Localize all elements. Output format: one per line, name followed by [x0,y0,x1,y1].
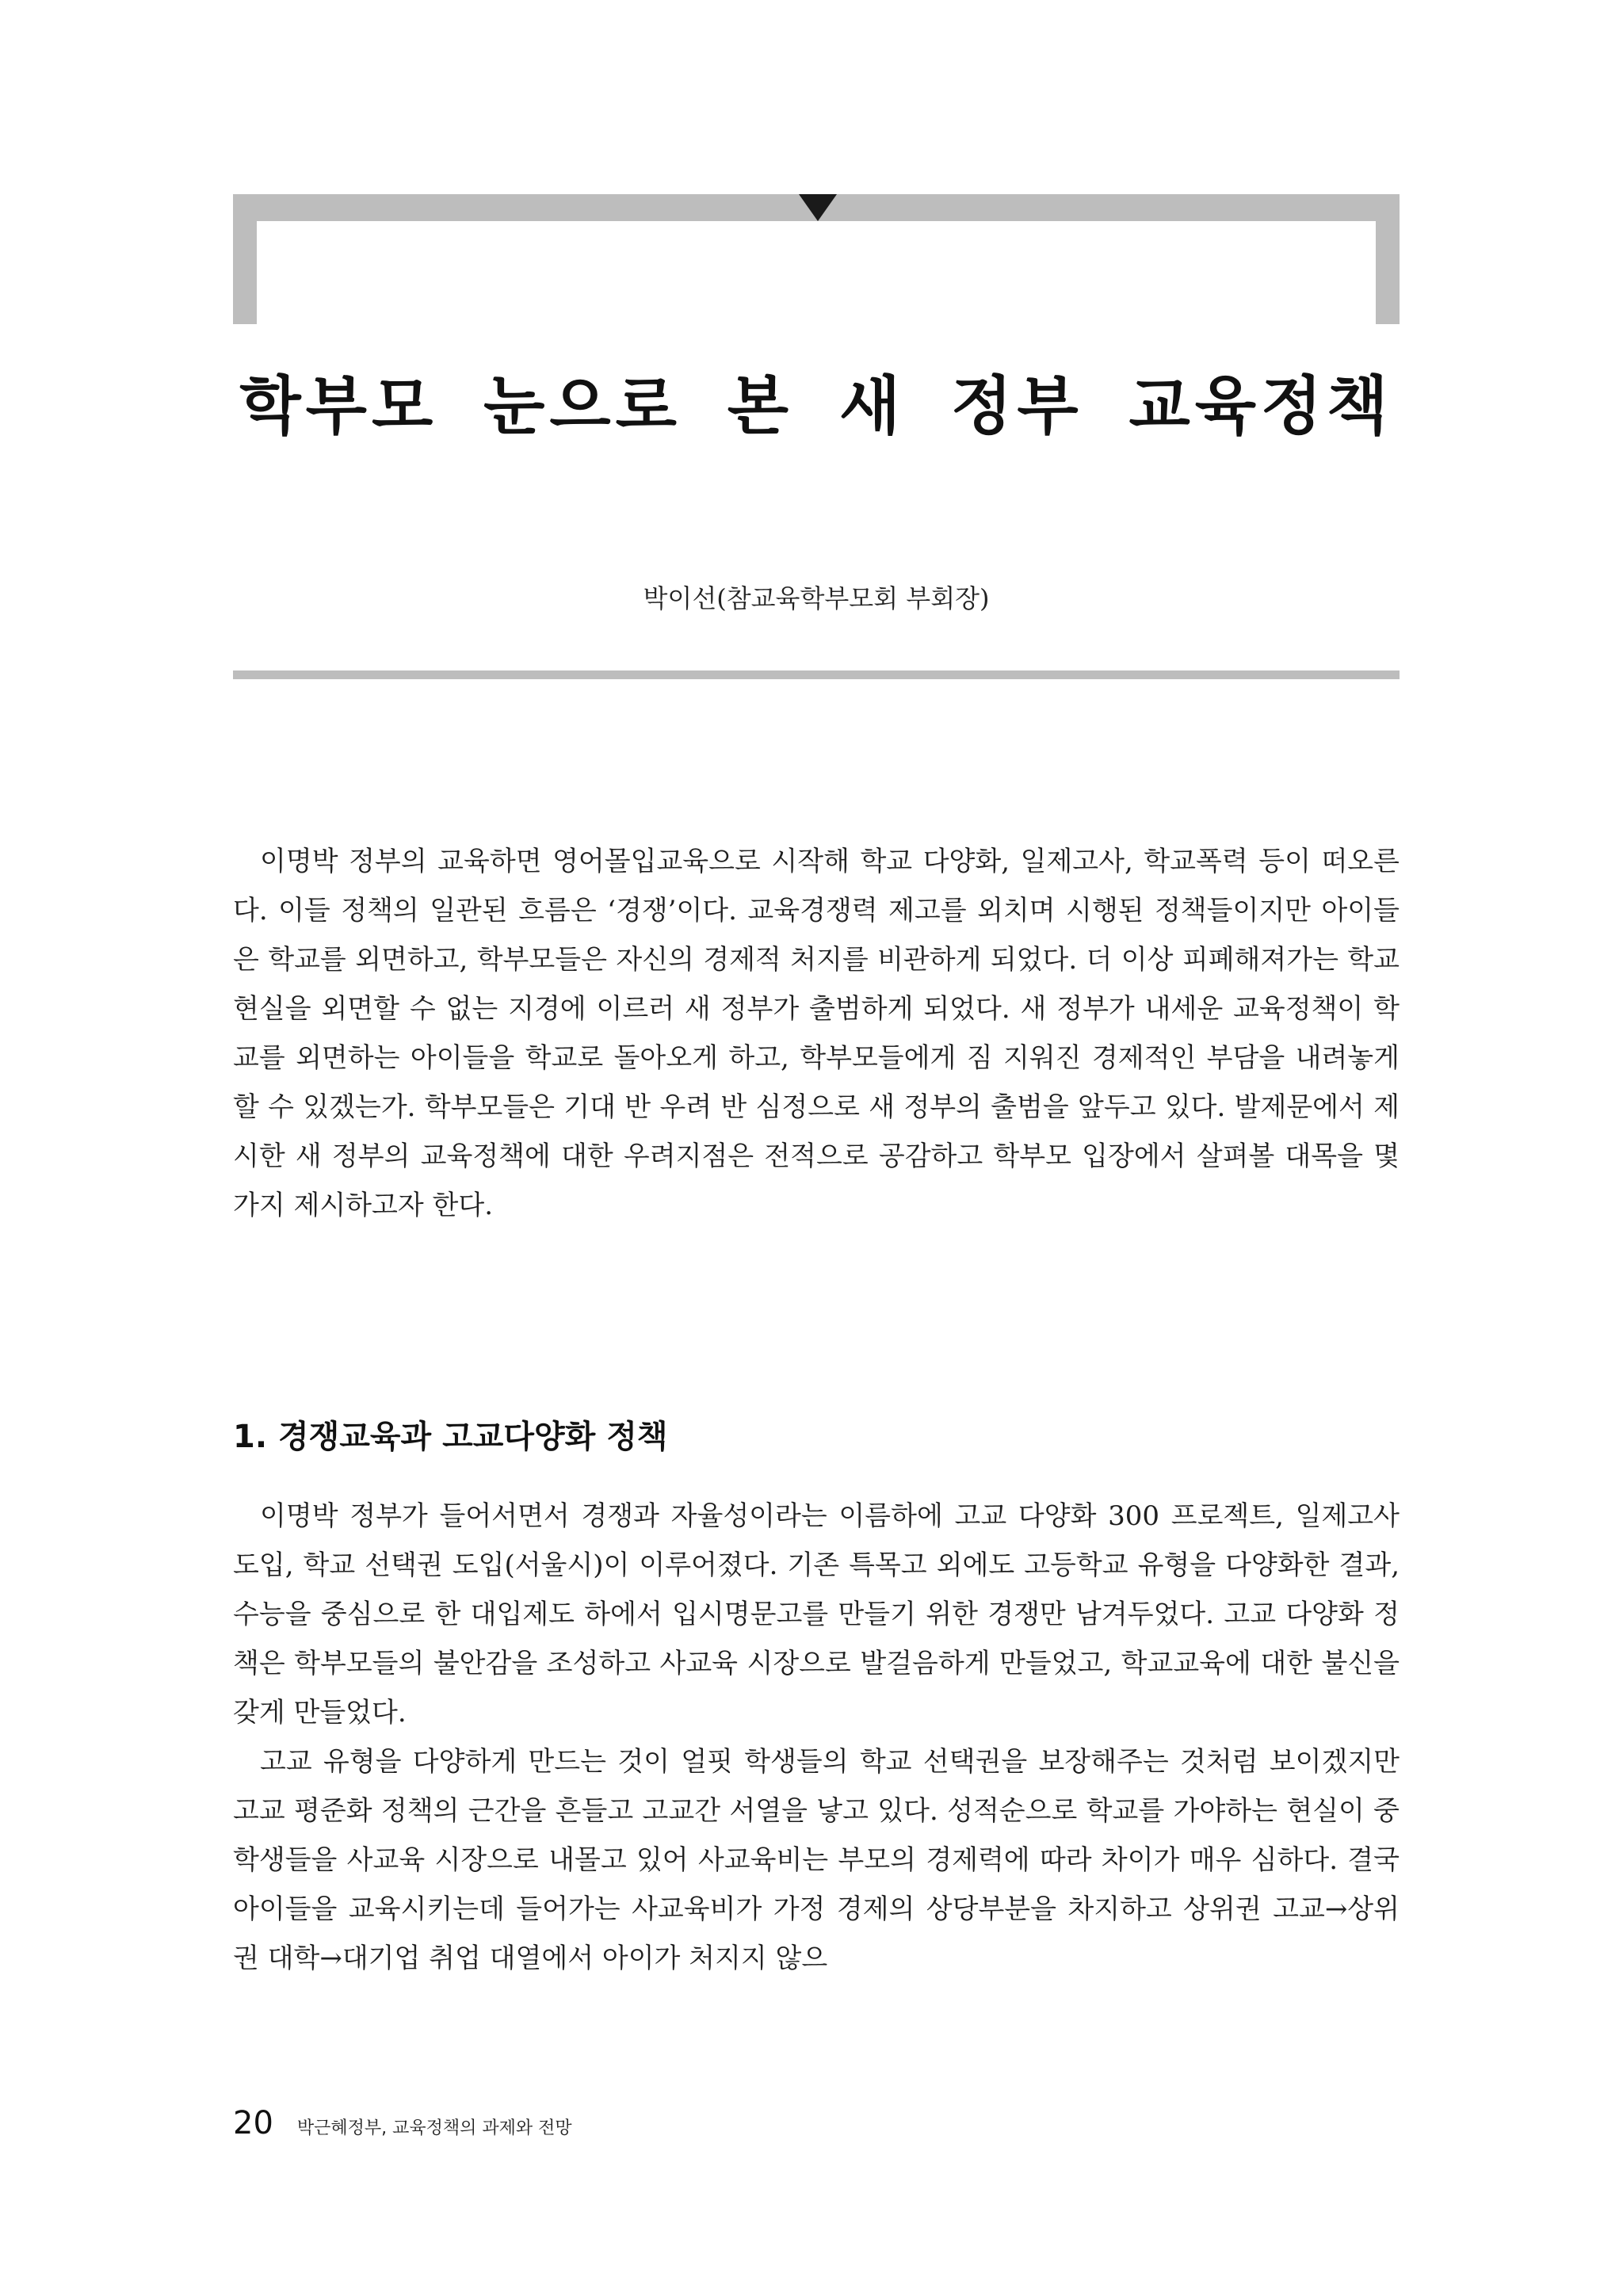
author-line: 박이선(참교육학부모회 부회장) [643,583,990,613]
page-footer [233,2105,572,2141]
title-frame-left-bar [233,194,257,324]
section-paragraph-2: 고교 유형을 다양하게 만드는 것이 얼핏 학생들의 학교 선택권을 보장해주는 것처럼 보이겠지만 고교 평준화 정책의 근간을 흔들고 고교간 서열을 낳고 있다. 성적순으로 학교를 가야하는 현실이 중학생들을 사교육 시장으로 내몰고 있어 사교육비는 부모의 경제력에 따라 차이가 매우 심하다. 결국 아이들을 교육시키는데 들어가는 사교육비가 가정 경제의 상당부분을 차지하고 상위권 고교→상위권 대학→대기업 취업 대열에서 아이가 처지지 않으 [233,1746,1400,1974]
section-paragraph-1: 이명박 정부가 들어서면서 경쟁과 자율성이라는 이름하에 고교 다양화 300 프로젝트, 일제고사 도입, 학교 선택권 도입(서울시)이 이루어졌다. 기존 특목고 외에도 고등학교 유형을 다양화한 결과, 수능을 중심으로 한 대입제도 하에서 입시명문고를 만들기 위한 경쟁만 남겨두었다. 고교 다양화 정책은 학부모들의 불안감을 조성하고 사교육 시장으로 발걸음하게 만들었고, 학교교육에 대한 불신을 갖게 만들었다. [233,1500,1400,1729]
section-body [233,1492,1400,1983]
intro-paragraph: 이명박 정부의 교육하면 영어몰입교육으로 시작해 학교 다양화, 일제고사, 학교폭력 등이 떠오른다. 이들 정책의 일관된 흐름은 ‘경쟁’이다. 교육경쟁력 제고를 외치며 시행된 정책들이지만 아이들은 학교를 외면하고, 학부모들은 자신의 경제적 처지를 비관하게 되었다. 더 이상 피폐해져가는 학교현실을 외면할 수 없는 지경에 이르러 새 정부가 출범하게 되었다. 새 정부가 내세운 교육정책이 학교를 외면하는 아이들을 학교로 돌아오게 하고, 학부모들에게 짐 지워진 경제적인 부담을 내려놓게 할 수 있겠는가. 학부모들은 기대 반 우려 반 심정으로 새 정부의 출범을 앞두고 있다. 발제문에서 제시한 새 정부의 교육정책에 대한 우려지점은 전적으로 공감하고 학부모 입장에서 살펴볼 대목을 몇 가지 제시하고자 한다. [233,846,1400,1221]
down-triangle-icon [799,194,837,221]
title-frame-inner [257,221,1376,332]
section-heading: 1. 경쟁교육과 고교다양화 정책 [233,1419,668,1455]
running-title: 박근혜정부, 교육정책의 과제와 전망 [296,2118,572,2138]
page-number: 20 [233,2105,273,2141]
page-title: 학부모 눈으로 본 새 정부 교육정책 [239,369,1393,443]
intro-section [233,837,1400,1230]
title-frame-right-bar [1376,194,1400,324]
divider-rule [233,670,1400,679]
